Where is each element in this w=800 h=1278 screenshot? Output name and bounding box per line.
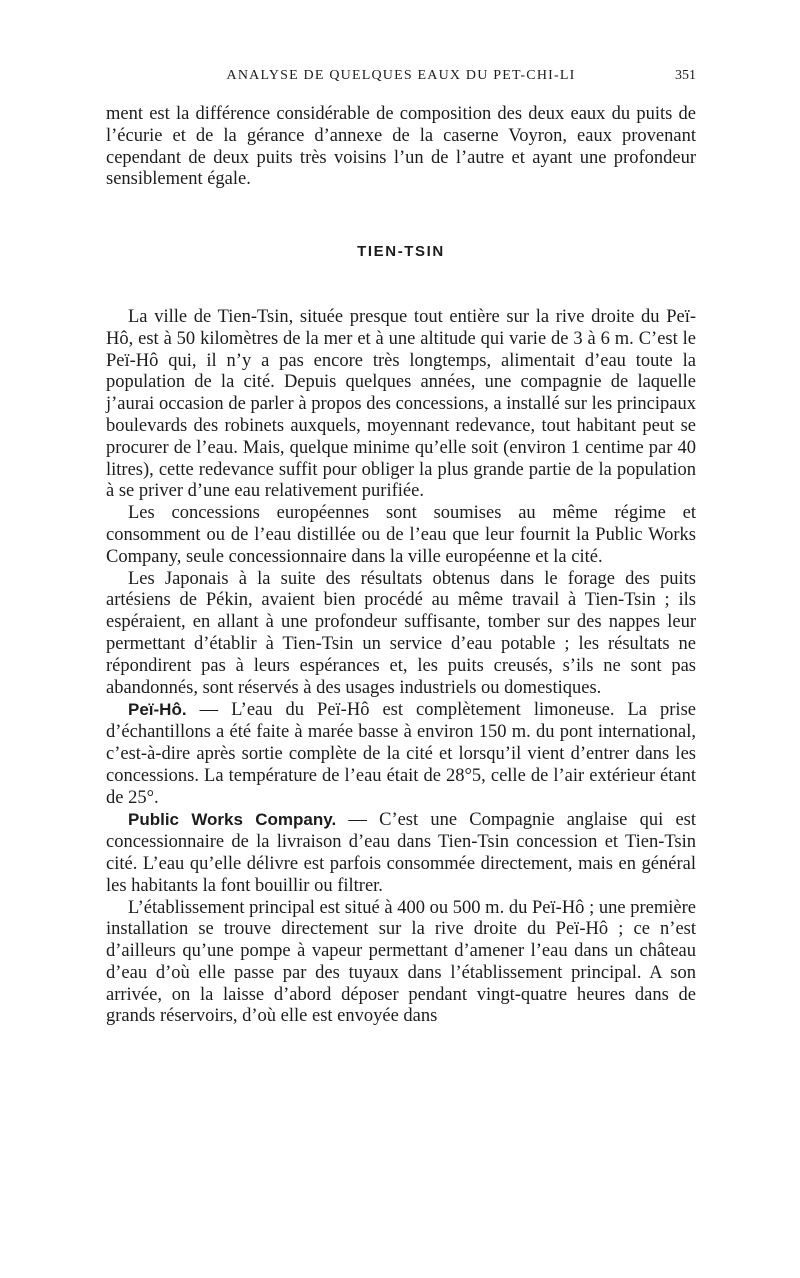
body-text xyxy=(106,104,696,1028)
paragraph-concessions: Les concessions européennes sont soumises au même régime et consomment ou de l’eau distillée ou de l’eau que leur fournit la Public Works Company, seule concessionnaire dans la ville européenne et la cité. xyxy=(106,503,696,567)
paragraph-japonais: Les Japonais à la suite des résultats obtenus dans le forage des puits artésiens de Pékin, avaient bien procédé au même travail à Tien-Tsin ; ils espéraient, en allant à une profondeur suffisante, tomber sur des nappes leur permettant d’établir à Tien-Tsin un service d’eau potable ; les résultats ne répondirent pas à leurs espérances et, les puits creusés, s’ils ne sont pas abandonnés, sont réservés à des usages industriels ou domestiques. xyxy=(106,568,696,698)
paragraph-pei-ho-text: — L’eau du Peï-Hô est complètement limoneuse. La prise d’échantillons a été faite à marée basse à environ 150 m. du pont international, c’est-à-dire après sortie complète de la cité et lorsqu’il vient d’entrer dans les concessions. La température de l’eau était de 28°5, celle de l’air extérieur étant de 25°. xyxy=(106,700,696,808)
paragraph-pei-ho xyxy=(106,699,696,809)
page-number: 351 xyxy=(675,68,696,83)
paragraph-continued: ment est la différence considérable de composition des deux eaux du puits de l’écurie et de la gérance d’annexe de la caserne Voyron, eaux provenant cependant de deux puits très voisins l’un de l’autre et ayant une profondeur sensiblement égale. xyxy=(106,104,696,190)
paragraph-public-works-text: — C’est une Compagnie anglaise qui est concessionnaire de la livraison d’eau dans Tien-Tsin concession et Tien-Tsin cité. L’eau qu’elle délivre est parfois consommée directement, mais en général les habitants la font bouillir ou filtrer. xyxy=(106,810,696,896)
paragraph-etablissement: L’établissement principal est situé à 400 ou 500 m. du Peï-Hô ; une première installation se trouve directement sur la rive droite du Peï-Hô ; ce n’est d’ailleurs qu’une pompe à vapeur permettant d’amener l’eau dans un château d’eau d’où elle passe par des tuyaux dans l’établissement principal. A son arrivée, on la laisse d’abord déposer pendant vingt-quatre heures dans de grands réservoirs, d’où elle est envoyée dans xyxy=(106,897,696,1027)
run-in-heading-pei-ho: Peï-Hô. xyxy=(128,700,187,720)
paragraph-public-works xyxy=(106,809,696,897)
paragraph-tien-tsin-intro: La ville de Tien-Tsin, située presque tout entière sur la rive droite du Peï-Hô, est à 50 kilomètres de la mer et à une altitude qui varie de 3 à 6 m. C’est le Peï-Hô qui, il n’y a pas encore très longtemps, alimentait d’eau toute la population de la cité. Depuis quelques années, une compagnie de laquelle j’aurai occasion de parler à propos des concessions, a installé sur les principaux boulevards des robinets auxquels, moyennant redevance, tout habitant peut se procurer de l’eau. Mais, quelque minime qu’elle soit (environ 1 centime par 40 litres), cette redevance suffit pour obliger la plus grande partie de la population à se priver d’une eau relativement purifiée. xyxy=(106,306,696,502)
running-title: ANALYSE DE QUELQUES EAUX DU PET-CHI-LI xyxy=(226,68,576,83)
running-header xyxy=(106,66,696,90)
run-in-heading-public-works: Public Works Company. xyxy=(128,810,337,830)
section-heading: TIEN-TSIN xyxy=(357,243,445,261)
